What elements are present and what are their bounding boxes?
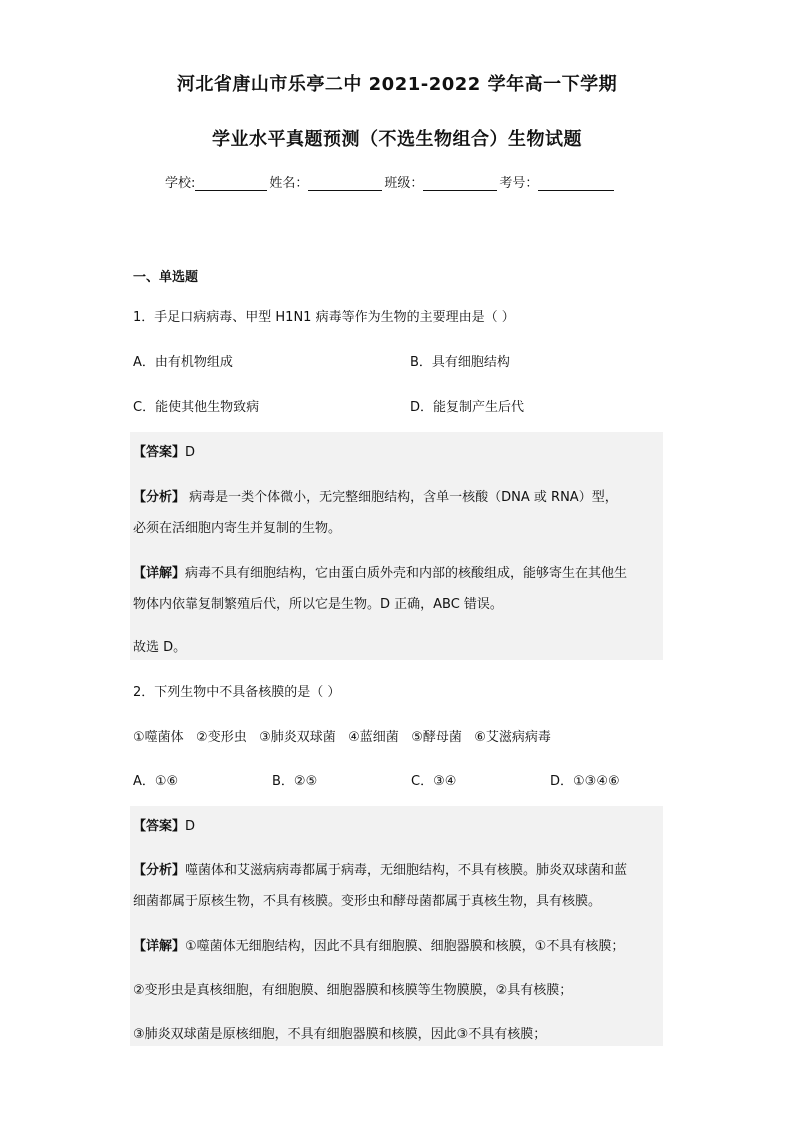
name-blank [308, 176, 382, 191]
q2-detail-line-2: ②变形虫是真核细胞，有细胞膜、细胞器膜和核膜等生物膜膜，②具有核膜； [133, 983, 573, 998]
school-blank [195, 176, 267, 191]
q2-items: ①噬菌体 ②变形虫 ③肺炎双球菌 ④蓝细菌 ⑤酵母菌 ⑥艾滋病病毒 [133, 730, 551, 745]
q1-detail-line-1 [133, 562, 627, 581]
q2-detail-line-1 [133, 935, 624, 954]
q1-answer-tag: 【答案】 [133, 445, 186, 460]
q1-analysis-tag: 【分析】 [133, 490, 186, 505]
section-heading: 一、单选题 [133, 270, 199, 285]
q1-option-c: C．能使其他生物致病 [133, 400, 260, 415]
exam-number-blank [538, 176, 614, 191]
q1-solution-box [130, 432, 663, 660]
q2-answer-tag: 【答案】 [133, 819, 186, 834]
student-info-row [165, 172, 616, 191]
q1-option-a: A．由有机物组成 [133, 355, 233, 370]
q2-stem: 2．下列生物中不具备核膜的是（ ） [133, 685, 341, 700]
exam-title-line-2: 学业水平真题预测（不选生物组合）生物试题 [212, 129, 582, 150]
q2-detail-text-1: ①噬菌体无细胞结构，因此不具有细胞膜、细胞器膜和核膜，①不具有核膜； [185, 939, 625, 954]
q1-conclusion: 故选 D。 [133, 640, 187, 655]
q2-analysis-line-1 [133, 859, 627, 878]
q1-option-d: D．能复制产生后代 [410, 400, 525, 415]
q1-detail-text-1: 病毒不具有细胞结构，它由蛋白质外壳和内部的核酸组成，能够寄生在其他生 [185, 566, 628, 581]
class-blank [423, 176, 497, 191]
q2-analysis-line-2: 细菌都属于原核生物，不具有核膜。变形虫和酵母菌都属于真核生物，具有核膜。 [133, 894, 602, 909]
q2-option-c: C．③④ [411, 774, 457, 789]
q1-analysis-line-1 [133, 486, 618, 505]
q2-answer-value: D [185, 819, 196, 834]
q1-answer [133, 441, 195, 460]
q1-analysis-line-2: 必须在活细胞内寄生并复制的生物。 [133, 521, 342, 536]
exam-number-label: 考号： [499, 176, 539, 191]
q1-option-b: B．具有细胞结构 [410, 355, 510, 370]
q1-answer-value: D [185, 445, 196, 460]
q2-answer [133, 815, 195, 834]
q1-stem: 1．手足口病病毒、甲型 H1N1 病毒等作为生物的主要理由是（ ） [133, 310, 515, 325]
exam-title-line-1: 河北省唐山市乐亭二中 2021-2022 学年高一下学期 [176, 74, 618, 95]
q1-detail-line-2: 物体内依靠复制繁殖后代，所以它是生物。D 正确，ABC 错误。 [133, 597, 503, 612]
q2-option-d: D．①③④⑥ [550, 774, 620, 789]
q2-analysis-tag: 【分析】 [133, 863, 186, 878]
q2-detail-line-3: ③肺炎双球菌是原核细胞，不具有细胞器膜和核膜，因此③不具有核膜； [133, 1027, 547, 1042]
name-label: 姓名： [269, 176, 309, 191]
class-label: 班级： [384, 176, 424, 191]
q2-analysis-text-1: 噬菌体和艾滋病病毒都属于病毒，无细胞结构，不具有核膜。肺炎双球菌和蓝 [185, 863, 628, 878]
q2-option-b: B．②⑤ [272, 774, 318, 789]
q1-detail-tag: 【详解】 [133, 566, 186, 581]
q2-detail-tag: 【详解】 [133, 939, 186, 954]
school-label: 学校: [165, 176, 196, 191]
q2-solution-box [130, 806, 663, 1046]
q1-analysis-text-1: 病毒是一类个体微小，无完整细胞结构，含单一核酸（DNA 或 RNA）型， [185, 490, 618, 505]
q2-option-a: A．①⑥ [133, 774, 179, 789]
